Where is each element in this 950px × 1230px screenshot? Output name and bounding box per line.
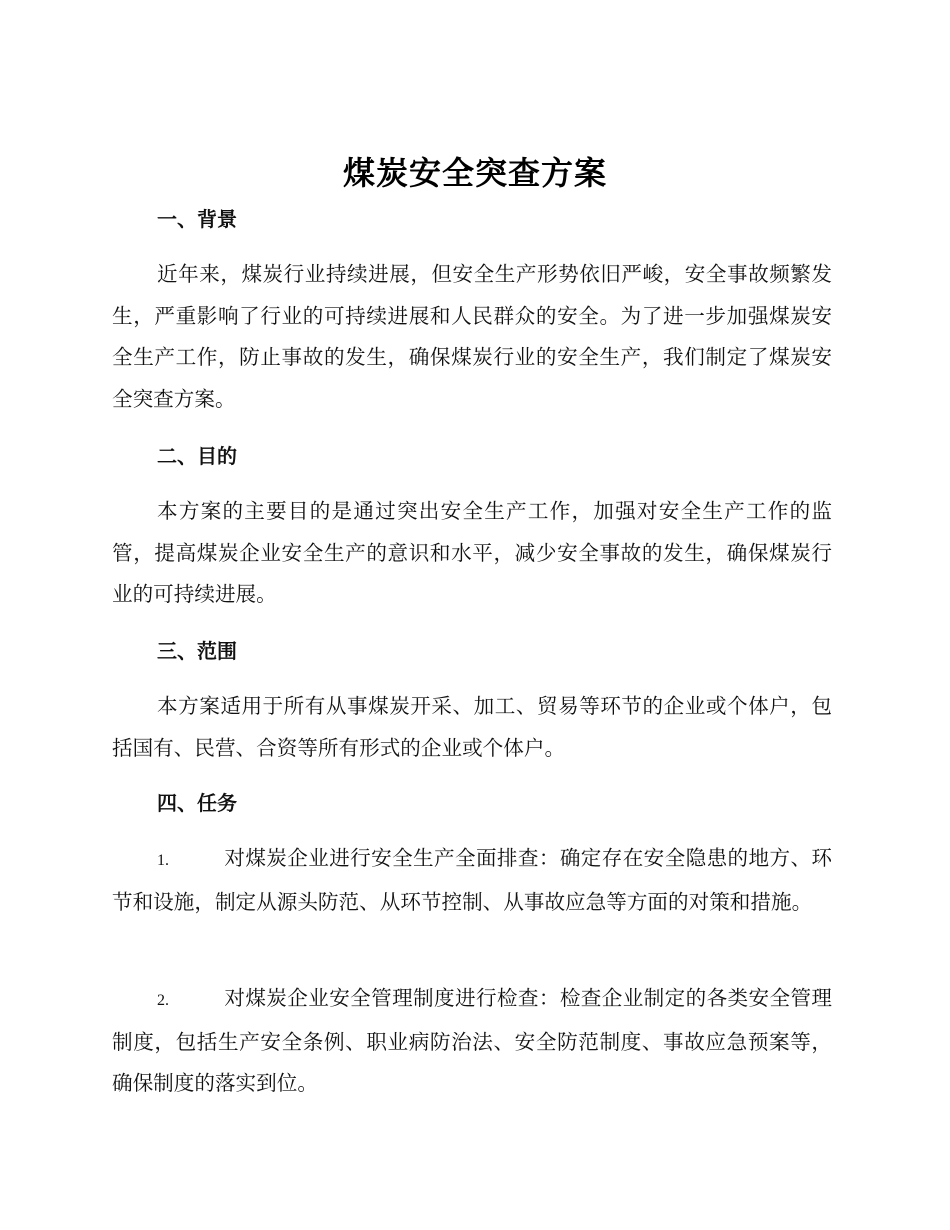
section-heading-purpose: 二、目的 [157,444,237,468]
task-item-text: 对煤炭企业进行安全生产全面排查：确定存在安全隐患的地方、环节和设施，制定从源头防范、从环节控制、从事故应急等方面的对策和措施。 [112,846,832,914]
section-heading-background: 一、背景 [157,207,237,231]
task-item-text: 对煤炭企业安全管理制度进行检查：检查企业制定的各类安全管理制度，包括生产安全条例、职业病防治法、安全防范制度、事故应急预案等，确保制度的落实到位。 [112,986,832,1095]
section-heading-tasks: 四、任务 [157,791,237,815]
section-paragraph-purpose: 本方案的主要目的是通过突出安全生产工作，加强对安全生产工作的监管，提高煤炭企业安全生产的意识和水平，减少安全事故的发生，确保煤炭行业的可持续进展。 [112,499,832,606]
document-title: 煤炭安全突查方案 [342,154,607,192]
task-item [112,838,832,923]
task-item [112,978,832,1105]
section-heading-scope: 三、范围 [157,639,237,663]
section-paragraph-scope: 本方案适用于所有从事煤炭开采、加工、贸易等环节的企业或个体户，包括国有、民营、合资等所有形式的企业或个体户。 [112,694,832,760]
section-paragraph-background: 近年来，煤炭行业持续进展，但安全生产形势依旧严峻，安全事故频繁发生，严重影响了行业的可持续进展和人民群众的安全。为了进一步加强煤炭安全生产工作，防止事故的发生，确保煤炭行业的安全生产，我们制定了煤炭安全突查方案。 [112,262,832,411]
task-item-number: 2. [157,992,169,1009]
task-item-number: 1. [157,852,169,869]
